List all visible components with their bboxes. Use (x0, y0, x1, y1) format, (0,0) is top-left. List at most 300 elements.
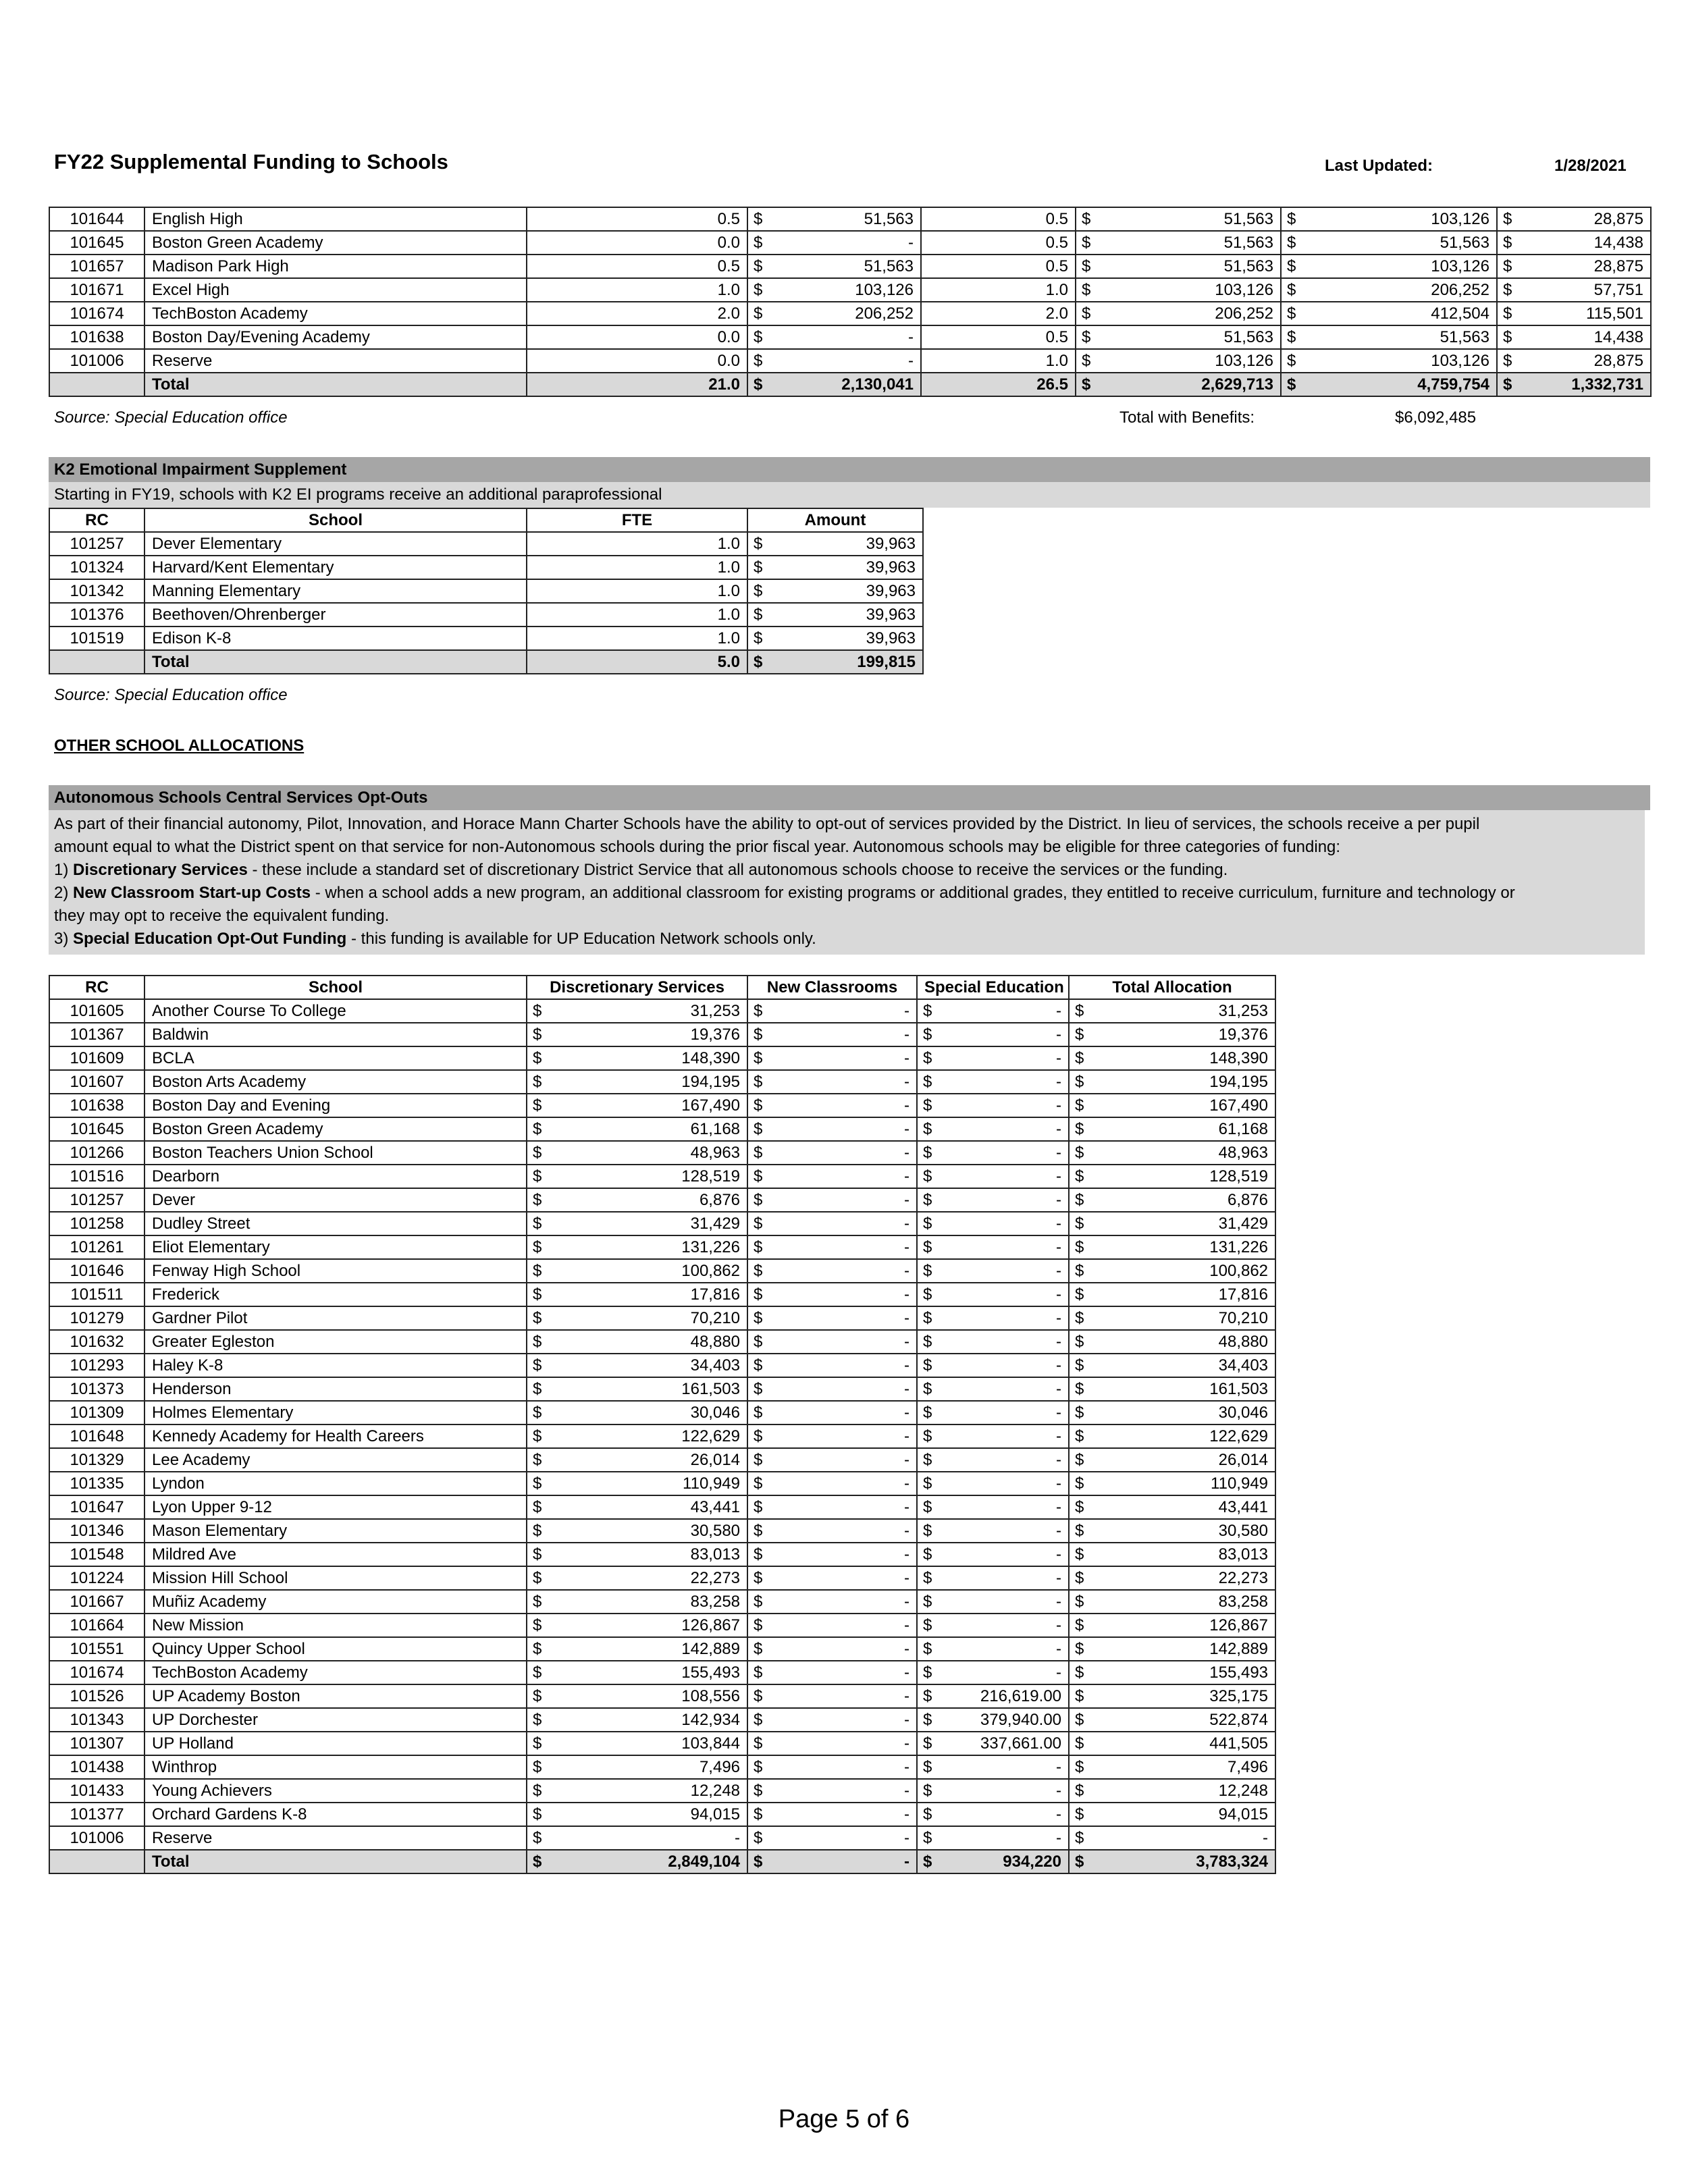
total-allocation-cell: 6,876 (1084, 1188, 1275, 1212)
total-allocation-cell: 83,013 (1084, 1543, 1275, 1566)
discretionary-cell: 17,816 (551, 1283, 747, 1306)
auto-item-3 (54, 928, 1639, 951)
total-with-benefits-label: Total with Benefits: (1119, 408, 1255, 427)
table-row (49, 1259, 1275, 1283)
new-classrooms-cell: - (762, 1141, 917, 1165)
currency-symbol: $ (527, 1543, 551, 1566)
rc-cell (49, 373, 144, 396)
special-education-cell: - (932, 1779, 1069, 1803)
rc-cell: 101307 (49, 1732, 144, 1755)
total-cell: 103,126 (1296, 255, 1497, 278)
fte-cell: 1.0 (921, 349, 1076, 373)
column-header: Amount (747, 508, 923, 532)
rc-cell: 101309 (49, 1401, 144, 1424)
discretionary-cell: 70,210 (551, 1306, 747, 1330)
table-row (49, 532, 923, 556)
currency-symbol: $ (917, 1566, 932, 1590)
table-row (49, 1519, 1275, 1543)
currency-symbol: $ (1069, 1637, 1084, 1661)
special-education-cell: - (932, 1566, 1069, 1590)
benefits-cell: 14,438 (1512, 231, 1651, 255)
currency-symbol: $ (747, 650, 762, 674)
currency-symbol: $ (917, 1590, 932, 1614)
special-education-cell: - (932, 1755, 1069, 1779)
column-header: Discretionary Services (527, 976, 747, 999)
currency-symbol: $ (747, 1826, 762, 1850)
discretionary-cell: 126,867 (551, 1614, 747, 1637)
currency-symbol: $ (1069, 1188, 1084, 1212)
amount-cell: - (762, 349, 921, 373)
school-cell: Mildred Ave (144, 1543, 527, 1566)
currency-symbol: $ (747, 1023, 762, 1046)
currency-symbol: $ (747, 1732, 762, 1755)
school-cell: Manning Elementary (144, 579, 527, 603)
discretionary-cell: 48,880 (551, 1330, 747, 1354)
currency-symbol: $ (1497, 325, 1512, 349)
table-row (49, 1684, 1275, 1708)
currency-symbol: $ (1069, 1424, 1084, 1448)
currency-symbol: $ (1069, 1354, 1084, 1377)
currency-symbol: $ (527, 999, 551, 1023)
school-cell: Kennedy Academy for Health Careers (144, 1424, 527, 1448)
table-row (49, 325, 1651, 349)
table-row (49, 1188, 1275, 1212)
fte-cell: 0.0 (527, 349, 747, 373)
currency-symbol: $ (527, 1684, 551, 1708)
rc-cell: 101266 (49, 1141, 144, 1165)
currency-symbol: $ (747, 556, 762, 579)
amount-cell: 39,963 (762, 556, 923, 579)
benefits-cell: 14,438 (1512, 325, 1651, 349)
currency-symbol: $ (1076, 302, 1090, 325)
currency-symbol: $ (917, 1023, 932, 1046)
currency-symbol: $ (747, 1637, 762, 1661)
currency-symbol: $ (747, 999, 762, 1023)
table-row (49, 278, 1651, 302)
column-header: RC (49, 976, 144, 999)
total-allocation-cell: 30,046 (1084, 1401, 1275, 1424)
table-row (49, 1212, 1275, 1235)
special-education-cell: 216,619.00 (932, 1684, 1069, 1708)
currency-symbol: $ (747, 1283, 762, 1306)
benefits-cell: 1,332,731 (1512, 373, 1651, 396)
currency-symbol: $ (917, 1354, 932, 1377)
total-cell: 412,504 (1296, 302, 1497, 325)
fte-cell: 1.0 (527, 627, 747, 650)
rc-cell: 101657 (49, 255, 144, 278)
total-allocation-cell: 522,874 (1084, 1708, 1275, 1732)
total-allocation-cell: 142,889 (1084, 1637, 1275, 1661)
currency-symbol: $ (747, 1495, 762, 1519)
amount-cell: - (762, 325, 921, 349)
rc-cell: 101006 (49, 349, 144, 373)
currency-symbol: $ (1497, 302, 1512, 325)
currency-symbol: $ (917, 1661, 932, 1684)
amount-cell: 39,963 (762, 532, 923, 556)
new-classrooms-cell: - (762, 1377, 917, 1401)
school-cell: Beethoven/Ohrenberger (144, 603, 527, 627)
amount-cell: 39,963 (762, 603, 923, 627)
currency-symbol: $ (917, 1141, 932, 1165)
currency-symbol: $ (527, 1354, 551, 1377)
fte-cell: 1.0 (527, 278, 747, 302)
rc-cell: 101674 (49, 302, 144, 325)
total-allocation-cell: 126,867 (1084, 1614, 1275, 1637)
total-allocation-cell: 43,441 (1084, 1495, 1275, 1519)
header-row (49, 508, 923, 532)
rc-cell: 101605 (49, 999, 144, 1023)
currency-symbol: $ (747, 532, 762, 556)
currency-symbol: $ (747, 1188, 762, 1212)
table-row (49, 302, 1651, 325)
currency-symbol: $ (1069, 1826, 1084, 1850)
currency-symbol: $ (1281, 325, 1296, 349)
currency-symbol: $ (1069, 1235, 1084, 1259)
currency-symbol: $ (527, 1070, 551, 1094)
total-allocation-cell: 7,496 (1084, 1755, 1275, 1779)
currency-symbol: $ (1497, 373, 1512, 396)
currency-symbol: $ (917, 1543, 932, 1566)
school-cell: UP Holland (144, 1732, 527, 1755)
currency-symbol: $ (747, 579, 762, 603)
rc-cell: 101551 (49, 1637, 144, 1661)
school-cell: Fenway High School (144, 1259, 527, 1283)
currency-symbol: $ (527, 1472, 551, 1495)
currency-symbol: $ (527, 1495, 551, 1519)
rc-cell: 101367 (49, 1023, 144, 1046)
currency-symbol: $ (527, 1637, 551, 1661)
total-allocation-cell: 22,273 (1084, 1566, 1275, 1590)
currency-symbol: $ (527, 1259, 551, 1283)
table-row (49, 603, 923, 627)
rc-cell: 101647 (49, 1495, 144, 1519)
special-education-cell: - (932, 1354, 1069, 1377)
currency-symbol: $ (747, 1708, 762, 1732)
school-cell: Henderson (144, 1377, 527, 1401)
special-education-cell: - (932, 1590, 1069, 1614)
special-education-cell: - (932, 999, 1069, 1023)
rc-cell: 101548 (49, 1543, 144, 1566)
k2-source-note: Source: Special Education office (54, 686, 288, 704)
currency-symbol: $ (917, 1283, 932, 1306)
table-row (49, 231, 1651, 255)
currency-symbol: $ (917, 999, 932, 1023)
new-classrooms-cell: - (762, 1779, 917, 1803)
currency-symbol: $ (1069, 1519, 1084, 1543)
school-cell: Eliot Elementary (144, 1235, 527, 1259)
currency-symbol: $ (917, 1614, 932, 1637)
currency-symbol: $ (1069, 1566, 1084, 1590)
new-classrooms-cell: - (762, 1590, 917, 1614)
currency-symbol: $ (747, 1377, 762, 1401)
rc-cell: 101438 (49, 1755, 144, 1779)
discretionary-cell: 2,849,104 (551, 1850, 747, 1873)
school-cell: Winthrop (144, 1755, 527, 1779)
special-education-cell: - (932, 1259, 1069, 1283)
currency-symbol: $ (917, 1259, 932, 1283)
special-education-cell: - (932, 1283, 1069, 1306)
total-allocation-cell: 3,783,324 (1084, 1850, 1275, 1873)
currency-symbol: $ (917, 1330, 932, 1354)
currency-symbol: $ (527, 1590, 551, 1614)
total-allocation-cell: 26,014 (1084, 1448, 1275, 1472)
currency-symbol: $ (1069, 1684, 1084, 1708)
school-cell: Dearborn (144, 1165, 527, 1188)
table-row (49, 1401, 1275, 1424)
rc-cell: 101006 (49, 1826, 144, 1850)
table-row (49, 1661, 1275, 1684)
school-cell: Baldwin (144, 1023, 527, 1046)
new-classrooms-cell: - (762, 1094, 917, 1117)
currency-symbol: $ (1069, 1141, 1084, 1165)
total-allocation-cell: 70,210 (1084, 1306, 1275, 1330)
currency-symbol: $ (917, 1826, 932, 1850)
currency-symbol: $ (1069, 1023, 1084, 1046)
fte-cell: 0.0 (527, 325, 747, 349)
table-row (49, 556, 923, 579)
currency-symbol: $ (527, 1424, 551, 1448)
auto-item-2-text: - when a school adds a new program, an additional classroom for existing programs or additional grades, they entitled to receive curriculum, furniture and technology or (311, 884, 1515, 902)
special-education-cell: - (932, 1165, 1069, 1188)
new-classrooms-cell: - (762, 1519, 917, 1543)
column-header: Special Education (917, 976, 1069, 999)
table-row (49, 1779, 1275, 1803)
currency-symbol: $ (1281, 231, 1296, 255)
currency-symbol: $ (747, 1519, 762, 1543)
amount-cell: 51,563 (1090, 255, 1281, 278)
table-row (49, 1803, 1275, 1826)
currency-symbol: $ (527, 1519, 551, 1543)
school-cell: Haley K-8 (144, 1354, 527, 1377)
school-cell: Muñiz Academy (144, 1590, 527, 1614)
special-education-cell: - (932, 1046, 1069, 1070)
special-education-cell: - (932, 1661, 1069, 1684)
school-cell: Harvard/Kent Elementary (144, 556, 527, 579)
total-allocation-cell: 122,629 (1084, 1424, 1275, 1448)
table-row (49, 1708, 1275, 1732)
special-education-cell: - (932, 1188, 1069, 1212)
k2-section-subtitle: Starting in FY19, schools with K2 EI programs receive an additional paraprofessional (49, 482, 1650, 508)
amount-cell: 2,130,041 (762, 373, 921, 396)
currency-symbol: $ (1069, 1590, 1084, 1614)
currency-symbol: $ (1281, 302, 1296, 325)
rc-cell: 101526 (49, 1684, 144, 1708)
school-cell: Reserve (144, 349, 527, 373)
currency-symbol: $ (1069, 1401, 1084, 1424)
special-education-cell: - (932, 1472, 1069, 1495)
currency-symbol: $ (747, 325, 762, 349)
school-cell: TechBoston Academy (144, 1661, 527, 1684)
currency-symbol: $ (527, 1330, 551, 1354)
discretionary-cell: - (551, 1826, 747, 1850)
discretionary-cell: 31,253 (551, 999, 747, 1023)
total-cell: 206,252 (1296, 278, 1497, 302)
currency-symbol: $ (1069, 1543, 1084, 1566)
sped-table (49, 207, 1652, 397)
discretionary-cell: 26,014 (551, 1448, 747, 1472)
rc-cell: 101343 (49, 1708, 144, 1732)
discretionary-cell: 34,403 (551, 1354, 747, 1377)
special-education-cell: - (932, 1377, 1069, 1401)
special-education-cell: - (932, 1235, 1069, 1259)
column-header: School (144, 976, 527, 999)
fte-cell: 1.0 (527, 556, 747, 579)
new-classrooms-cell: - (762, 1283, 917, 1306)
discretionary-cell: 30,580 (551, 1519, 747, 1543)
currency-symbol: $ (527, 1826, 551, 1850)
new-classrooms-cell: - (762, 1850, 917, 1873)
currency-symbol: $ (1497, 207, 1512, 231)
discretionary-cell: 100,862 (551, 1259, 747, 1283)
currency-symbol: $ (1069, 1259, 1084, 1283)
rc-cell: 101648 (49, 1424, 144, 1448)
currency-symbol: $ (917, 1519, 932, 1543)
total-row (49, 650, 923, 674)
currency-symbol: $ (527, 1165, 551, 1188)
amount-cell: 39,963 (762, 627, 923, 650)
currency-symbol: $ (747, 373, 762, 396)
discretionary-cell: 122,629 (551, 1424, 747, 1448)
currency-symbol: $ (917, 1188, 932, 1212)
auto-item-1-text: - these include a standard set of discretionary District Service that all autonomous schools choose to receive the services or the funding. (247, 861, 1228, 879)
fte-cell: 1.0 (921, 278, 1076, 302)
currency-symbol: $ (527, 1566, 551, 1590)
new-classrooms-cell: - (762, 1755, 917, 1779)
k2-table (49, 508, 924, 674)
new-classrooms-cell: - (762, 1212, 917, 1235)
discretionary-cell: 19,376 (551, 1023, 747, 1046)
rc-cell: 101329 (49, 1448, 144, 1472)
total-row (49, 1850, 1275, 1873)
new-classrooms-cell: - (762, 1732, 917, 1755)
total-cell: 103,126 (1296, 207, 1497, 231)
currency-symbol: $ (527, 1377, 551, 1401)
total-allocation-cell: 148,390 (1084, 1046, 1275, 1070)
new-classrooms-cell: - (762, 1023, 917, 1046)
total-allocation-cell: 17,816 (1084, 1283, 1275, 1306)
school-cell: Mission Hill School (144, 1566, 527, 1590)
total-allocation-cell: 131,226 (1084, 1235, 1275, 1259)
rc-cell: 101644 (49, 207, 144, 231)
school-cell: UP Academy Boston (144, 1684, 527, 1708)
new-classrooms-cell: - (762, 1424, 917, 1448)
auto-item-2-cont: they may opt to receive the equivalent funding. (54, 907, 390, 925)
currency-symbol: $ (917, 1708, 932, 1732)
school-cell: Lyon Upper 9-12 (144, 1495, 527, 1519)
discretionary-cell: 108,556 (551, 1684, 747, 1708)
discretionary-cell: 30,046 (551, 1401, 747, 1424)
discretionary-cell: 128,519 (551, 1165, 747, 1188)
total-allocation-cell: 83,258 (1084, 1590, 1275, 1614)
currency-symbol: $ (747, 1543, 762, 1566)
table-row (49, 207, 1651, 231)
fte-cell: 1.0 (527, 579, 747, 603)
rc-cell: 101433 (49, 1779, 144, 1803)
currency-symbol: $ (747, 1094, 762, 1117)
total-allocation-cell: 155,493 (1084, 1661, 1275, 1684)
table-row (49, 1283, 1275, 1306)
currency-symbol: $ (747, 1448, 762, 1472)
currency-symbol: $ (1497, 231, 1512, 255)
currency-symbol: $ (527, 1235, 551, 1259)
school-cell: Another Course To College (144, 999, 527, 1023)
currency-symbol: $ (527, 1023, 551, 1046)
school-cell: Dudley Street (144, 1212, 527, 1235)
auto-item-1 (54, 859, 1639, 882)
new-classrooms-cell: - (762, 1637, 917, 1661)
discretionary-cell: 83,013 (551, 1543, 747, 1566)
school-cell: Gardner Pilot (144, 1306, 527, 1330)
currency-symbol: $ (747, 231, 762, 255)
discretionary-cell: 31,429 (551, 1212, 747, 1235)
special-education-cell: - (932, 1614, 1069, 1637)
special-education-cell: 379,940.00 (932, 1708, 1069, 1732)
table-row (49, 999, 1275, 1023)
currency-symbol: $ (747, 1401, 762, 1424)
rc-cell (49, 650, 144, 674)
currency-symbol: $ (747, 1661, 762, 1684)
currency-symbol: $ (527, 1401, 551, 1424)
benefits-cell: 28,875 (1512, 207, 1651, 231)
currency-symbol: $ (747, 349, 762, 373)
amount-cell: 206,252 (1090, 302, 1281, 325)
currency-symbol: $ (1069, 1495, 1084, 1519)
new-classrooms-cell: - (762, 1306, 917, 1330)
currency-symbol: $ (917, 1117, 932, 1141)
table-row (49, 1472, 1275, 1495)
new-classrooms-cell: - (762, 1448, 917, 1472)
new-classrooms-cell: - (762, 1543, 917, 1566)
currency-symbol: $ (917, 1755, 932, 1779)
total-with-benefits-value: $6,092,485 (1395, 408, 1477, 427)
total-allocation-cell: 34,403 (1084, 1354, 1275, 1377)
rc-cell: 101279 (49, 1306, 144, 1330)
currency-symbol: $ (747, 278, 762, 302)
total-allocation-cell: 128,519 (1084, 1165, 1275, 1188)
school-cell: Dever Elementary (144, 532, 527, 556)
school-cell: Boston Green Academy (144, 231, 527, 255)
source-note: Source: Special Education office (54, 408, 288, 427)
currency-symbol: $ (917, 1424, 932, 1448)
special-education-cell: - (932, 1401, 1069, 1424)
rc-cell: 101638 (49, 325, 144, 349)
currency-symbol: $ (747, 1590, 762, 1614)
auto-table (49, 975, 1276, 1874)
rc-cell: 101664 (49, 1614, 144, 1637)
currency-symbol: $ (917, 1779, 932, 1803)
currency-symbol: $ (747, 1566, 762, 1590)
total-allocation-cell: - (1084, 1826, 1275, 1850)
auto-item-3-text: - this funding is available for UP Education Network schools only. (346, 930, 816, 948)
rc-cell: 101346 (49, 1519, 144, 1543)
total-cell: 51,563 (1296, 231, 1497, 255)
table-row (49, 1543, 1275, 1566)
discretionary-cell: 131,226 (551, 1235, 747, 1259)
currency-symbol: $ (527, 1212, 551, 1235)
new-classrooms-cell: - (762, 1046, 917, 1070)
total-allocation-cell: 100,862 (1084, 1259, 1275, 1283)
rc-cell: 101609 (49, 1046, 144, 1070)
currency-symbol: $ (1069, 1165, 1084, 1188)
currency-symbol: $ (1069, 1803, 1084, 1826)
last-updated-date: 1/28/2021 (1554, 157, 1627, 175)
table-row (49, 1424, 1275, 1448)
currency-symbol: $ (527, 1094, 551, 1117)
rc-cell: 101516 (49, 1165, 144, 1188)
special-education-cell: - (932, 1094, 1069, 1117)
auto-item-2-title: New Classroom Start-up Costs (73, 884, 311, 902)
currency-symbol: $ (917, 1165, 932, 1188)
